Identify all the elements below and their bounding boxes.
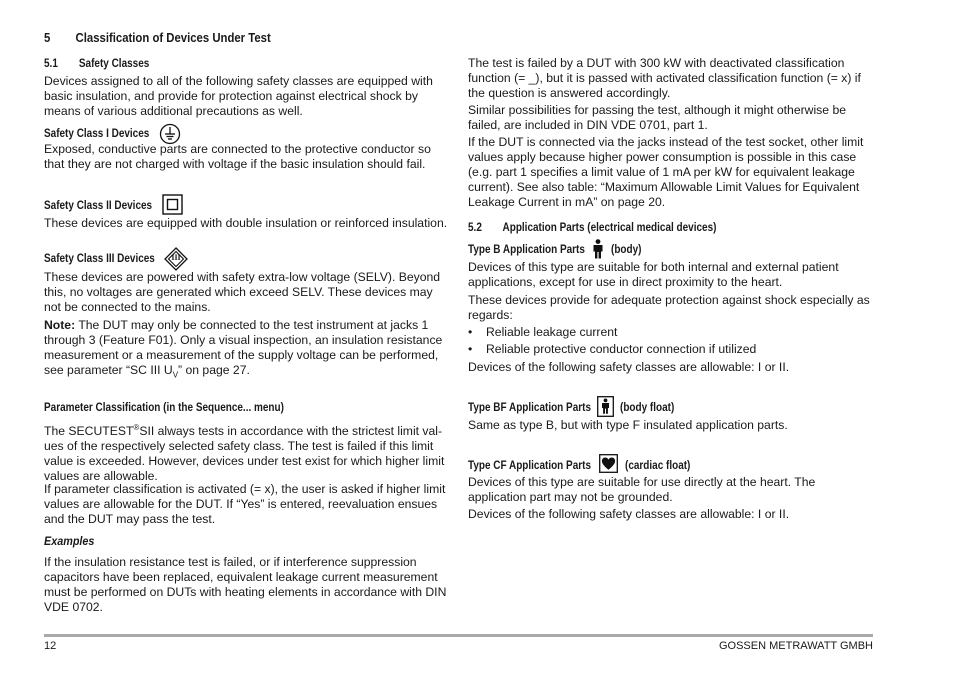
section-5-2-heading (468, 221, 716, 234)
type-bf-body-float-icon (597, 396, 614, 417)
section-number: 5.2 (468, 221, 482, 234)
chapter-title: Classification of Devices Under Test (75, 30, 271, 45)
chapter-number: 5 (44, 30, 51, 45)
type-b-suffix: (body) (611, 243, 642, 256)
note-label: Note: (44, 318, 76, 332)
parameter-paragraph-2: If parameter classification is activated (= x), the user is asked if higher limit values are allowable for the DUT. If “Yes” is entered, reevaluation ensues and the DUT may pass the test. (44, 482, 446, 526)
safety-class-1-heading: Safety Class I Devices (44, 127, 150, 140)
type-cf-paragraph-1: Devices of this type are suitable for use directly at the heart. The application part may not be grounded. (468, 475, 816, 504)
safety-class-2-heading: Safety Class II Devices (44, 199, 153, 212)
footer-divider (44, 634, 873, 637)
type-cf-suffix: (cardiac float) (625, 459, 691, 472)
examples-paragraph: If the insulation resistance test is failed, or if interference suppression capacitors have been replaced, equivalent leakage current measurement must be performed on DUTs with heating elements in accordance with DIN VDE 0702. (44, 555, 447, 614)
section-title: Application Parts (electrical medical devices) (502, 221, 717, 234)
right-paragraph-2: Similar possibilities for passing the test, although it might otherwise be failed, are included in DIN VDE 0701, part 1. (468, 103, 846, 132)
type-cf-heart-icon (599, 454, 618, 473)
safety-class-3-heading: Safety Class III Devices (44, 252, 155, 265)
double-insulation-icon (162, 194, 183, 215)
type-cf-paragraph-2: Devices of the following safety classes are allowable: I or II. (468, 507, 790, 521)
note-paragraph: Note: The DUT may only be connected to the test instrument at jacks 1 through 3 (Feature F01). Only a visual inspection, an insulation resistance measurement or a measurement of the supply voltage can be performed, see parameter “SC III $U_V$” on page 27. (44, 318, 443, 380)
type-b-bullet-list (468, 325, 873, 357)
type-cf-heading: Type CF Application Parts (468, 459, 591, 472)
section-number: 5.1 (44, 57, 58, 70)
type-b-paragraph-2: These devices provide for adequate protection against shock especially as regards: (468, 293, 870, 322)
safety-class-2-text: These devices are equipped with double insulation or reinforced insulation. (44, 216, 448, 230)
list-item: • Reliable leakage current (468, 325, 873, 340)
intro-paragraph: Devices assigned to all of the following safety classes are equipped with basic insulation, and provide for protection against electrical shock by means of various additional precautions as well. (44, 74, 433, 118)
safety-class-iii-icon: III (164, 247, 188, 271)
type-b-heading: Type B Application Parts (468, 243, 585, 256)
right-paragraph-3: If the DUT is connected via the jacks instead of the test socket, other limit values apply because higher power consumption is possible in this case (e.g. part 1 specifies a limit value of 1 mA per kW for equivalent leakage current). See also table: “Maximum Allowable Limit Values for Equivalent Leakage Current in mA” on page 20. (468, 135, 864, 209)
right-paragraph-1: The test is failed by a DUT with 300 kW with deactivated classification function (= _), but it is passed with activated classification function (= x) if the question is answered accordingly. (468, 56, 861, 100)
type-b-paragraph-3: Devices of the following safety classes are allowable: I or II. (468, 360, 790, 374)
type-b-body-icon (591, 239, 605, 259)
chapter-heading (44, 30, 271, 45)
list-item: • Reliable protective conductor connection if utilized (468, 342, 873, 357)
examples-heading: Examples (44, 534, 95, 548)
type-bf-paragraph: Same as type B, but with type F insulated application parts. (468, 418, 788, 432)
section-title: Safety Classes (78, 57, 150, 70)
company-name: GOSSEN METRAWATT GMBH (718, 640, 873, 652)
parameter-paragraph-1: The SECUTEST®SII always tests in accordance with the strictest limit val-ues of the respectively selected safety class. The test is failed if this limit value is exceeded. However, devices under test exist for which higher limit values are allowable. (44, 423, 445, 484)
parameter-classification-heading: Parameter Classification (in the Sequence... menu) (44, 401, 284, 414)
type-b-paragraph-1: Devices of this type are suitable for both internal and external patient applications, except for use in direct proximity to the heart. (468, 260, 839, 289)
safety-class-1-text: Exposed, conductive parts are connected to the protective conductor so that they are not charged with voltage if the basic insulation should fail. (44, 142, 431, 171)
type-bf-suffix: (body float) (620, 401, 675, 414)
section-5-1-heading (44, 57, 149, 70)
type-bf-heading: Type BF Application Parts (468, 401, 591, 414)
safety-class-3-text: These devices are powered with safety extra-low voltage (SELV). Beyond this, no voltages are generated which exceed SELV. These devices may not be connected to the mains. (44, 270, 441, 314)
page-number: 12 (44, 640, 57, 652)
